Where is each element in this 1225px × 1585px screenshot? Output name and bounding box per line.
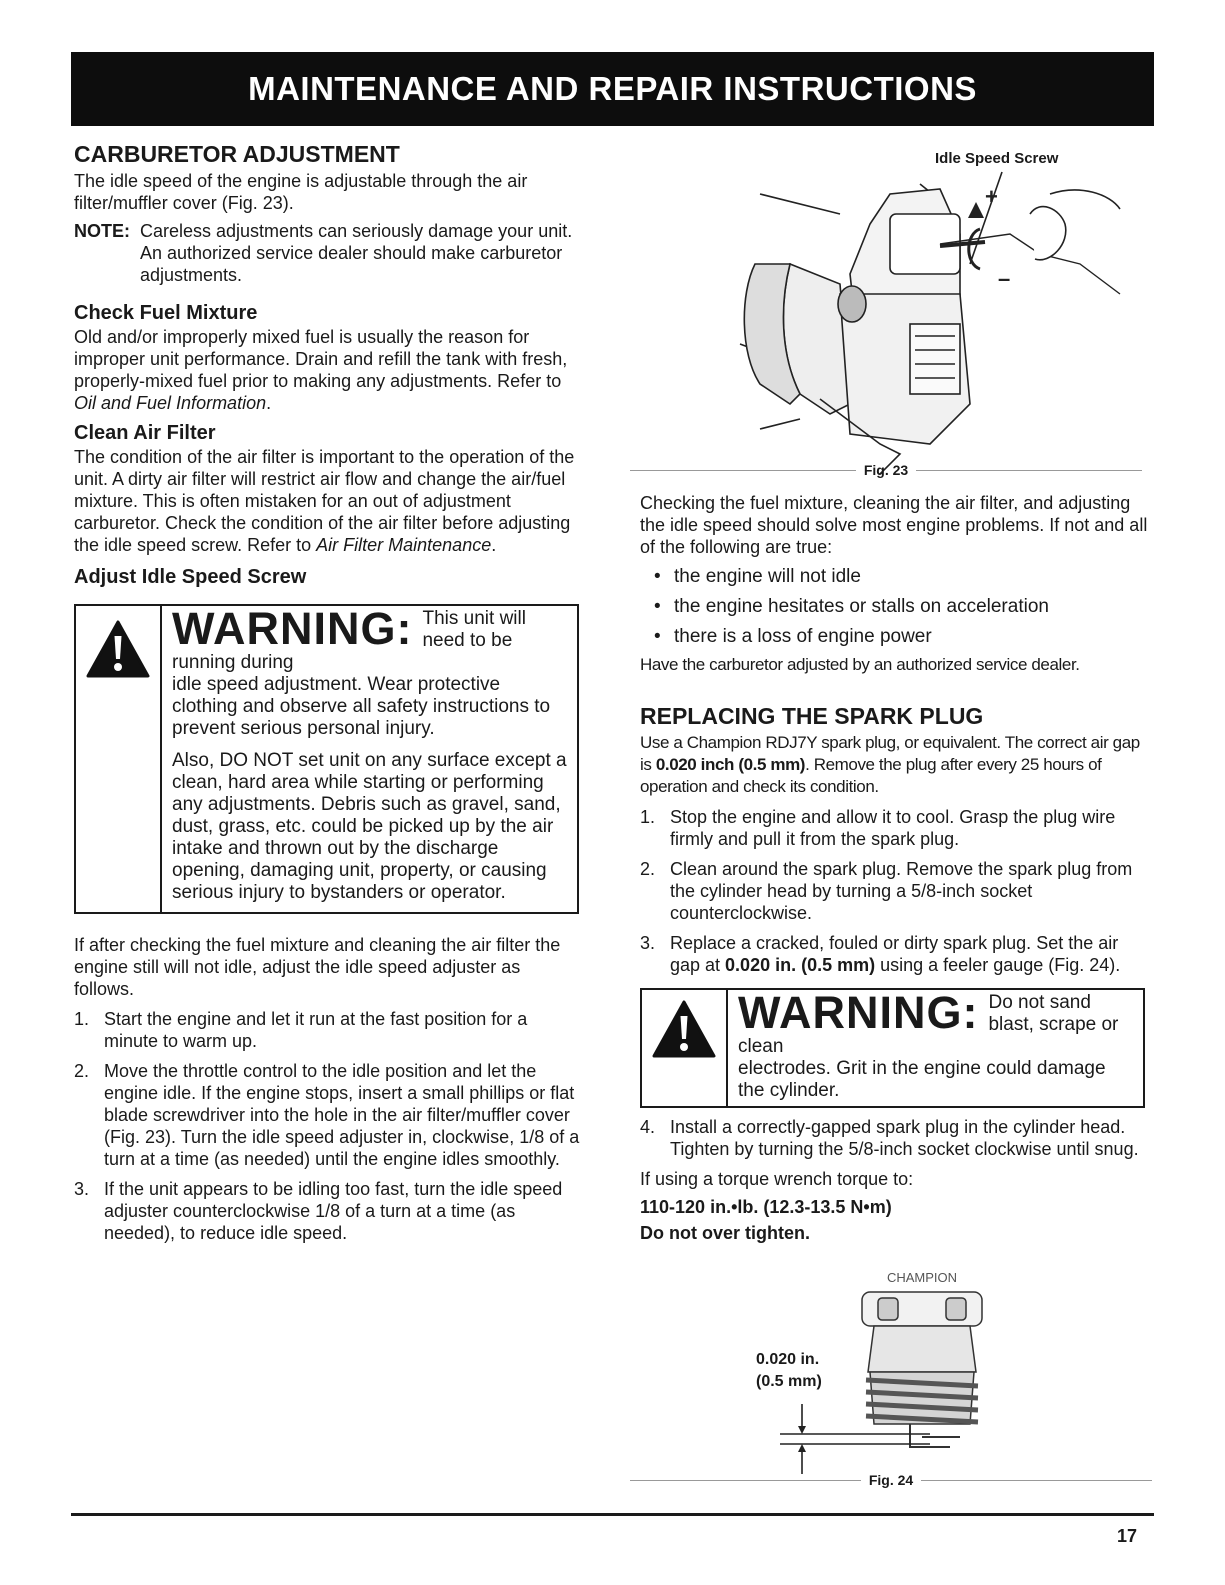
left-column: [74, 140, 584, 1244]
warning-box-idle: [74, 604, 579, 914]
idle-speed-screw-label: Idle Speed Screw: [935, 150, 1059, 167]
note-text: Careless adjustments can seriously damage your unit. An authorized service dealer should make carburetor adjustments.: [140, 221, 573, 285]
list-item: 1. Start the engine and let it run at the fast position for a minute to warm up.: [74, 1009, 528, 1051]
check-text: Checking the fuel mixture, cleaning the air filter, and adjusting the idle speed should solve most engine problems. If not and all of the following are true:: [640, 493, 1148, 557]
note-label: NOTE:: [74, 221, 130, 241]
warning-text: idle speed adjustment. Wear protective clothing and observe all safety instructions to prevent serious personal injury.: [172, 674, 551, 739]
fig23-caption: Fig. 23: [863, 462, 909, 478]
warning-word: WARNING:: [172, 603, 413, 654]
list-item: 1. Stop the engine and allow it to cool. Grasp the plug wire firmly and pull it from the spark plug.: [640, 807, 1116, 849]
warning-body: [162, 603, 577, 912]
air-filter-text: The condition of the air filter is important to the operation of the unit. A dirty air filter will restrict air flow and change the air/fuel mixture. This is often mistaken for an out of adjustment carburetor. Check the condition of the air filter before adjusting the idle speed screw. Refer to Air Filter Maintenance.: [74, 447, 575, 555]
warning-word: WARNING:: [738, 987, 979, 1038]
air-filter-ref: Air Filter Maintenance: [316, 535, 492, 555]
fig24-caption: Fig. 24: [868, 1472, 914, 1488]
symptom-list: [654, 566, 1152, 648]
list-item: 3. If the unit appears to be idling too fast, turn the idle speed adjuster counterclockwise 1/8 of a turn at a time (as needed), to reduce idle speed.: [74, 1179, 563, 1243]
after-text: If after checking the fuel mixture and cleaning the air filter the engine still will not idle, adjust the idle speed adjuster as follows.: [74, 935, 561, 999]
warning-icon-cell: [642, 990, 728, 1106]
list-item: 3. Replace a cracked, fouled or dirty spark plug. Set the air gap at 0.020 in. (0.5 mm) using a feeler gauge (Fig. 24).: [640, 933, 1121, 975]
list-item: • the engine hesitates or stalls on acceleration: [654, 596, 1049, 617]
air-filter-heading: Clean Air Filter: [74, 422, 216, 444]
section-banner: [71, 52, 1154, 126]
warning-text-2: Also, DO NOT set unit on any surface except a clean, hard area while starting or performing any adjustments. Debris such as gravel, sand, dust, grass, etc. could be picked up by the air intake and thrown out by the discharge opening, damaging unit, property, or causing serious injury to bystanders or operator.: [172, 750, 567, 903]
banner-title: MAINTENANCE AND REPAIR INSTRUCTIONS: [248, 70, 977, 107]
fuel-heading: Check Fuel Mixture: [74, 302, 258, 324]
gap-mm-label: (0.5 mm): [756, 1373, 822, 1390]
warning-icon-cell: [76, 606, 162, 912]
spark-plug-heading: REPLACING THE SPARK PLUG: [640, 703, 984, 729]
footer-rule: [71, 1513, 1154, 1516]
warning-body: [728, 987, 1143, 1106]
idle-heading: Adjust Idle Speed Screw: [74, 566, 307, 588]
figure-24: [630, 1262, 1152, 1502]
spark-intro: Use a Champion RDJ7Y spark plug, or equivalent. The correct air gap is 0.020 inch (0.5 mm). Remove the plug after every 25 hours of operation and check its condition.: [640, 733, 1140, 796]
figure-23: [640, 140, 1152, 480]
gap-inch-label: 0.020 in.: [756, 1351, 820, 1368]
idle-steps: [74, 1008, 584, 1244]
note-block: [74, 220, 584, 286]
spark-plug-illustration: [630, 1262, 1152, 1482]
carburetor-illustration: [640, 154, 1152, 474]
fig24-caption-line: [630, 1472, 1152, 1488]
dealer-text: Have the carburetor adjusted by an authorized service dealer.: [640, 655, 1080, 674]
minus-sign: –: [998, 266, 1011, 291]
carburetor-heading: CARBURETOR ADJUSTMENT: [74, 141, 400, 167]
plus-sign: +: [985, 184, 998, 209]
list-item: 4. Install a correctly-gapped spark plug in the cylinder head. Tighten by turning the 5/8-inch socket clockwise until snug.: [640, 1117, 1139, 1159]
fig23-caption-line: [630, 462, 1142, 478]
list-item: 2. Clean around the spark plug. Remove the spark plug from the cylinder head by turning a 5/8-inch socket counterclockwise.: [640, 859, 1133, 923]
warning-box-spark: [640, 988, 1145, 1108]
warning-triangle-icon: [652, 1000, 716, 1058]
fuel-ref: Oil and Fuel Information: [74, 393, 267, 413]
list-item: • the engine will not idle: [654, 566, 861, 587]
warning-text: electrodes. Grit in the engine could damage the cylinder.: [738, 1058, 1106, 1101]
torque-text: If using a torque wrench torque to:: [640, 1169, 914, 1189]
no-over-tighten: Do not over tighten.: [640, 1223, 810, 1243]
spark-steps: [640, 806, 1152, 976]
warning-triangle-icon: [86, 620, 150, 678]
plug-brand: CHAMPION: [886, 1270, 958, 1285]
page-number: 17: [1116, 1526, 1137, 1546]
warning-lead: This unit will need to be running during: [172, 608, 526, 673]
warning-lead: Do not sand blast, scrape or clean: [738, 992, 1119, 1057]
right-column: [640, 140, 1152, 1244]
list-item: • there is a loss of engine power: [654, 626, 932, 647]
carburetor-intro: The idle speed of the engine is adjustable through the air filter/muffler cover (Fig. 23).: [74, 171, 528, 213]
fuel-text: Old and/or improperly mixed fuel is usually the reason for improper unit performance. Drain and refill the tank with fresh, properly-mixed fuel prior to making any adjustments. Refer to Oil and Fuel Information.: [74, 327, 568, 413]
list-item: 2. Move the throttle control to the idle position and let the engine idle. If the engine stops, insert a small phillips or flat blade screwdriver into the hole in the air filter/muffler cover (Fig. 23). Turn the idle speed adjuster in, clockwise, 1/8 of a turn at a time (as needed) until the engine idles smoothly.: [74, 1061, 580, 1169]
spark-steps-cont: [640, 1116, 1152, 1160]
torque-value: 110-120 in.•lb. (12.3-13.5 N•m): [640, 1197, 892, 1217]
